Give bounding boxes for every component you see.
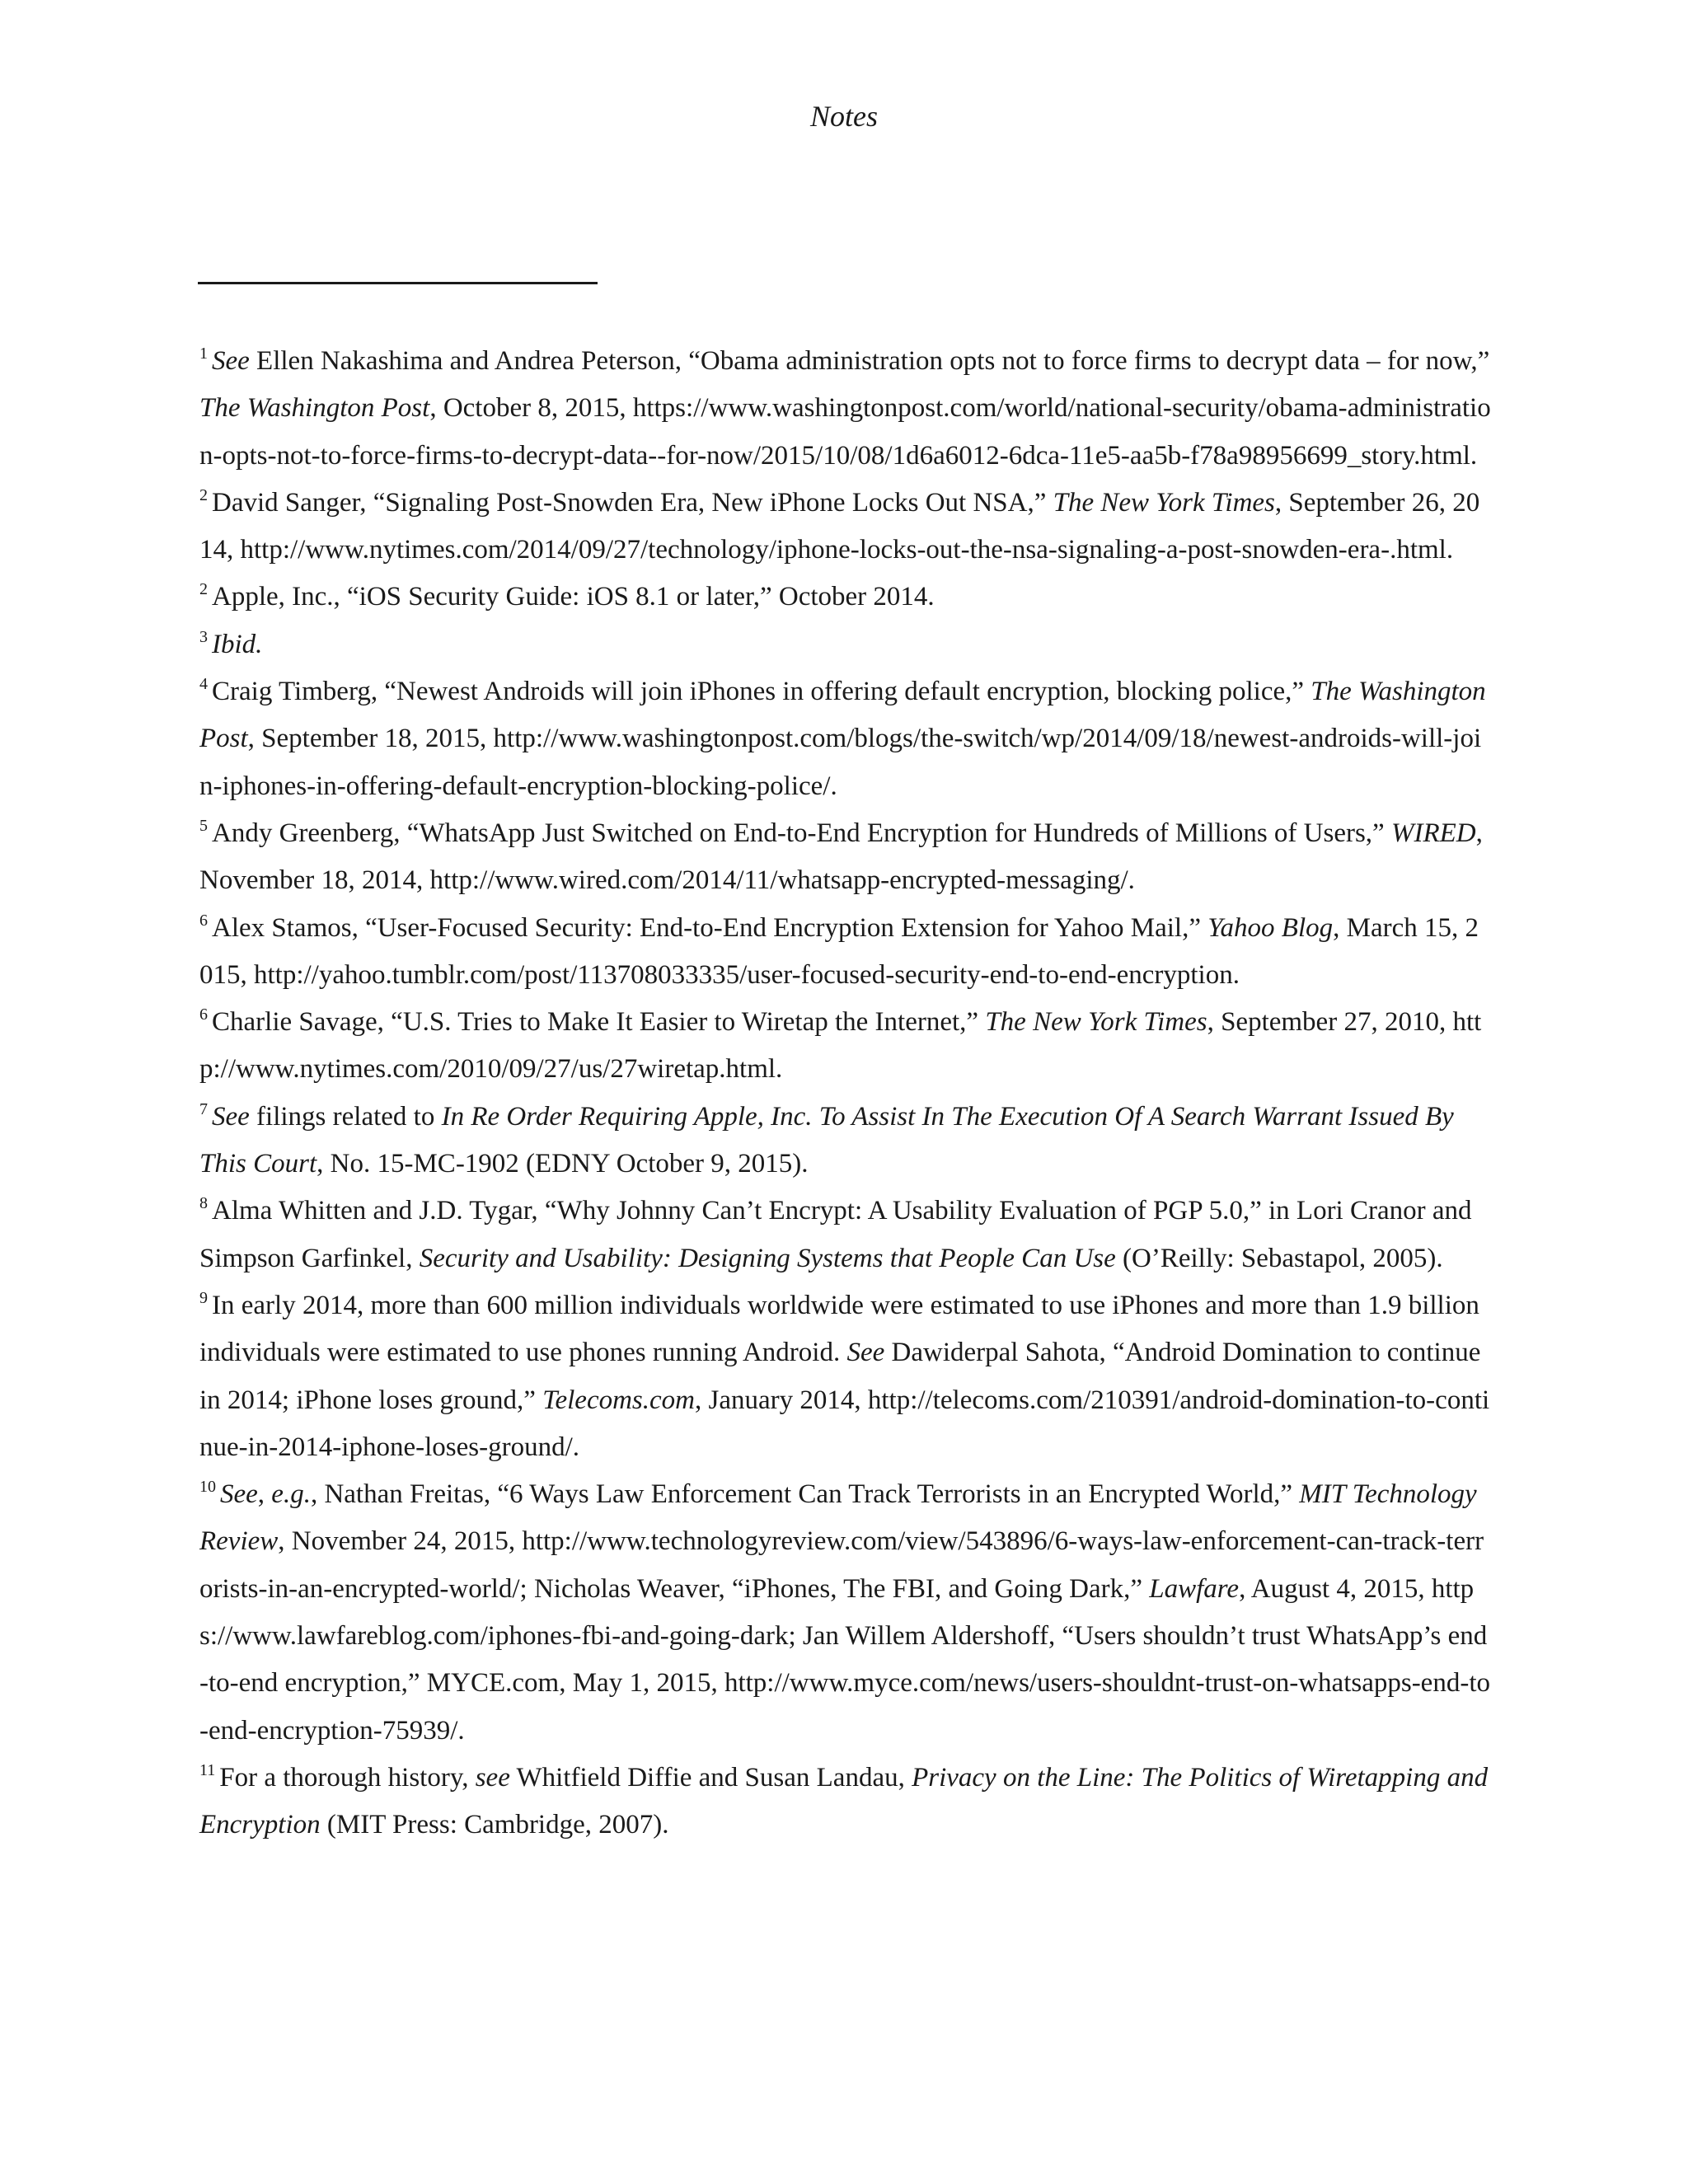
footnote-number: 9 xyxy=(199,1288,208,1307)
footnote-number: 8 xyxy=(199,1194,208,1213)
footnote-italic-text: WIRED xyxy=(1390,818,1476,848)
footnote-number: 3 xyxy=(199,627,208,646)
footnote xyxy=(199,999,1492,1094)
footnote xyxy=(199,1188,1492,1282)
footnote xyxy=(199,1094,1492,1188)
footnote-text: Charlie Savage, “U.S. Tries to Make It Easier to Wiretap the Internet,” xyxy=(212,1007,986,1038)
footnote-text: For a thorough history, xyxy=(219,1762,476,1793)
footnote xyxy=(199,668,1492,810)
footnote-text: , September 18, 2015, http://www.washingtonpost.com/blogs/the-switch/wp/2014/09/18/newest-androids-will-join-iphones-in-offering-default-encryption-blocking-police/. xyxy=(199,724,1482,801)
footnote-number: 10 xyxy=(199,1478,216,1497)
footnote xyxy=(199,810,1492,905)
footnote xyxy=(199,480,1492,574)
footnote-text: , November 18, 2014, http://www.wired.com/2014/11/whatsapp-encrypted-messaging/. xyxy=(199,818,1483,896)
footnote-text: David Sanger, “Signaling Post-Snowden Era, New iPhone Locks Out NSA,” xyxy=(212,487,1053,518)
footnote xyxy=(199,621,1492,668)
footnote-number: 4 xyxy=(199,675,208,694)
footnote-text: (MIT Press: Cambridge, 2007). xyxy=(320,1810,669,1840)
footnote-italic-text: See xyxy=(220,1479,258,1510)
footnote-italic-text: The New York Times xyxy=(1053,487,1275,518)
footnote xyxy=(199,1282,1492,1471)
footnote-text: Apple, Inc., “iOS Security Guide: iOS 8.1 or later,” October 2014. xyxy=(212,582,935,612)
footnote-text: , November 24, 2015, http://www.technologyreview.com/view/543896/6-ways-law-enforcement-can-track-terrorists-in-an-encrypted-world/; Nicholas Weaver, “iPhones, The FBI, and Going Dark,” xyxy=(199,1526,1484,1604)
footnote-text: , September 27, 2010, http://www.nytimes.com/2010/09/27/us/27wiretap.html. xyxy=(199,1007,1482,1085)
footnote-number: 6 xyxy=(199,1005,208,1024)
footnote-text: , Nathan Freitas, “6 Ways Law Enforcement Can Track Terrorists in an Encrypted World,” xyxy=(310,1479,1300,1510)
footnote-text: Alex Stamos, “User-Focused Security: End-to-End Encryption Extension for Yahoo Mail,” xyxy=(212,912,1208,943)
footnote-text: , January 2014, http://telecoms.com/210391/android-domination-to-continue-in-2014-iphone-loses-ground/. xyxy=(199,1385,1490,1462)
footnote-number: 1 xyxy=(199,344,208,363)
footnote xyxy=(199,1471,1492,1755)
footnote-text: , xyxy=(257,1479,272,1510)
footnote-text: Alma Whitten and J.D. Tygar, “Why Johnny Can’t Encrypt: A Usability Evaluation of PGP 5.0,” in Lori Cranor and Simpson Garfinkel, xyxy=(199,1196,1472,1273)
footnote-text: , October 8, 2015, https://www.washingtonpost.com/world/national-security/obama-administration-opts-not-to-force-firms-to-decrypt-data--for-now/2015/10/08/1d6a6012-6dca-11e5-aa5b-f78a98956699_story.html. xyxy=(199,393,1491,471)
footnote xyxy=(199,338,1492,480)
footnote-text: Dawiderpal Sahota, “Android Domination to continue in 2014; iPhone loses ground,” xyxy=(199,1338,1481,1415)
footnote-number: 2 xyxy=(199,580,208,599)
footnote-text: , August 4, 2015, https://www.lawfareblog.com/iphones-fbi-and-going-dark; Jan Willem Aldershoff, “Users shouldn’t trust WhatsApp’s end-to-end encryption,” MYCE.com, May 1, 2015, http://www.myce.com/news/users-shouldnt-trust-on-whatsapps-end-to-end-encryption-75939/. xyxy=(199,1573,1490,1746)
footnote-italic-text: Yahoo Blog xyxy=(1207,912,1334,943)
footnote-italic-text: Telecoms.com xyxy=(542,1385,695,1415)
footnote-number: 11 xyxy=(199,1760,216,1779)
footnote-italic-text: See xyxy=(212,1101,250,1132)
footnote-italic-text: Privacy on the Line: The Politics of Wiretapping and Encryption xyxy=(199,1762,1489,1840)
footnote-italic-text: See xyxy=(212,346,250,376)
footnote-text: filings related to xyxy=(249,1101,442,1132)
footnote-italic-text: Lawfare xyxy=(1149,1573,1240,1604)
footnote-text: (O’Reilly: Sebastapol, 2005). xyxy=(1115,1243,1443,1273)
page-header: Notes xyxy=(809,100,878,133)
footnote-italic-text: see xyxy=(475,1762,510,1793)
footnote-italic-text: e.g. xyxy=(271,1479,311,1510)
footnote-italic-text: MIT Technology Review xyxy=(199,1479,1477,1557)
footnote-number: 5 xyxy=(199,816,208,835)
footnote-text: Ellen Nakashima and Andrea Peterson, “Obama administration opts not to force firms to decrypt data – for now,” xyxy=(249,346,1490,376)
footnote-text: , September 26, 2014, http://www.nytimes.com/2014/09/27/technology/iphone-locks-out-the-nsa-signaling-a-post-snowden-era-.html. xyxy=(199,487,1480,565)
footnote-text: , March 15, 2015, http://yahoo.tumblr.com/post/113708033335/user-focused-security-end-to-end-encryption. xyxy=(199,912,1479,990)
footnote-number: 7 xyxy=(199,1099,208,1118)
footnote-italic-text: The Washington Post xyxy=(199,677,1486,754)
footnote-italic-text: See xyxy=(846,1338,885,1368)
footnote-text: Whitfield Diffie and Susan Landau, xyxy=(509,1762,912,1793)
footnote-separator xyxy=(198,282,598,284)
footnote-number: 2 xyxy=(199,485,208,504)
footnote-text: , No. 15-MC-1902 (EDNY October 9, 2015). xyxy=(316,1149,809,1179)
footnote xyxy=(199,574,1492,621)
footnote-text: In early 2014, more than 600 million individuals worldwide were estimated to use iPhones and more than 1.9 billion individuals were estimated to use phones running Android. xyxy=(199,1290,1479,1368)
footnote-italic-text: Security and Usability: Designing Systems that People Can Use xyxy=(419,1243,1116,1273)
footnote-italic-text: The Washington Post xyxy=(199,393,430,424)
footnote-text: Craig Timberg, “Newest Androids will join iPhones in offering default encryption, blocking police,” xyxy=(212,677,1311,707)
footnote-italic-text: In Re Order Requiring Apple, Inc. To Assist In The Execution Of A Search Warrant Issued By This Court xyxy=(199,1101,1454,1179)
footnote xyxy=(199,1755,1492,1849)
footnote-text: Andy Greenberg, “WhatsApp Just Switched on End-to-End Encryption for Hundreds of Millions of Users,” xyxy=(212,818,1391,848)
footnote-italic-text: Ibid. xyxy=(212,629,263,659)
footnote-italic-text: The New York Times xyxy=(985,1007,1207,1038)
footnote xyxy=(199,905,1492,1000)
footnote-number: 6 xyxy=(199,911,208,930)
footnotes-list xyxy=(199,338,1492,1849)
